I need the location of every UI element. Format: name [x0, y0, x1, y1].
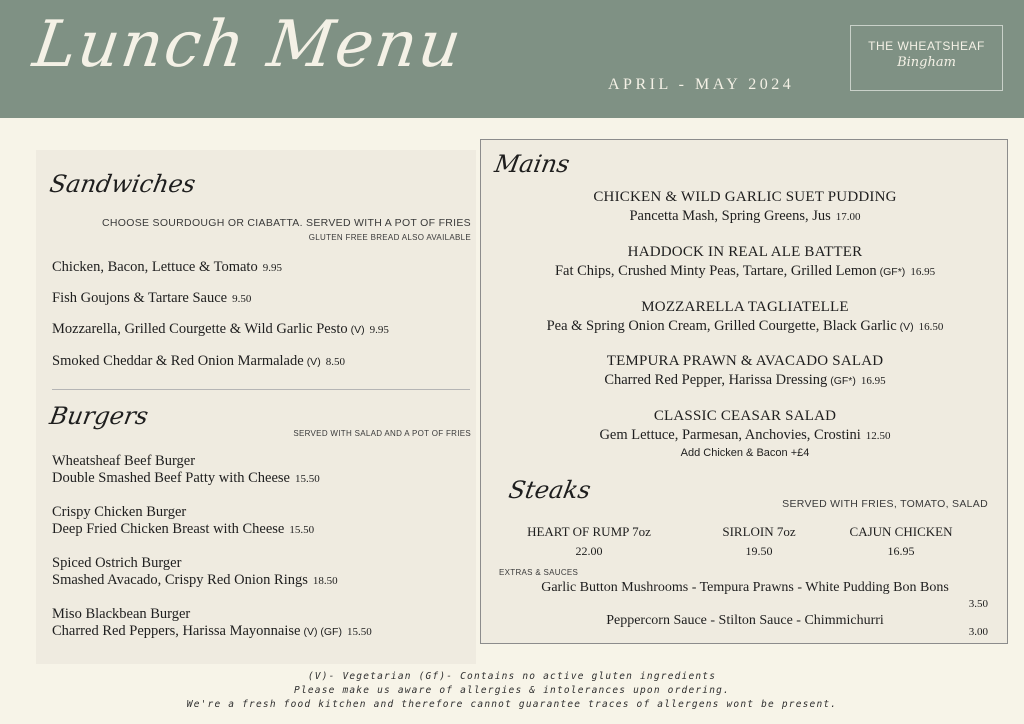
right-panel [480, 139, 1008, 644]
burger-item [52, 504, 314, 539]
item-name: MOZZARELLA TAGLIATELLE [641, 299, 849, 315]
item-price: 22.00 [575, 544, 603, 558]
item-desc: Smashed Avacado, Crispy Red Onion Rings [52, 572, 308, 588]
item-name: SIRLOIN 7oz [722, 524, 796, 539]
item-name: Chicken, Bacon, Lettuce & Tomato [52, 259, 258, 275]
item-price: 9.95 [369, 324, 389, 336]
item-name: HADDOCK IN REAL ALE BATTER [627, 244, 863, 260]
item-tag: (V) [350, 324, 365, 336]
footer-legend: (V)- Vegetarian (Gf)- Contains no active gluten ingredients [307, 671, 717, 682]
footer-disclaimer: We're a fresh food kitchen and therefore cannot guarantee traces of allergens wont be present. [186, 699, 838, 710]
extras-price: 3.50 [968, 598, 988, 610]
menu-date: APRIL - MAY 2024 [608, 76, 795, 93]
main-item [481, 408, 1009, 459]
item-name: Miso Blackbean Burger [52, 606, 191, 622]
sandwiches-note-gluten: GLUTEN FREE BREAD ALSO AVAILABLE [308, 233, 471, 242]
main-item [481, 299, 1009, 335]
item-desc: Pancetta Mash, Spring Greens, Jus [629, 208, 831, 224]
mains-heading: Mains [492, 150, 572, 178]
header-banner [0, 0, 1024, 118]
burgers-note: SERVED WITH SALAD AND A POT OF FRIES [293, 429, 471, 438]
main-item [481, 353, 1009, 389]
sandwich-item [52, 321, 389, 338]
item-name: TEMPURA PRAWN & AVACADO SALAD [606, 353, 884, 369]
item-price: 15.50 [289, 524, 315, 536]
steak-item [509, 524, 669, 559]
sandwich-item [52, 353, 345, 370]
steaks-heading: Steaks [506, 476, 593, 504]
footer-allergy: Please make us aware of allergies & intolerances upon ordering. [294, 685, 730, 696]
item-price: 18.50 [312, 575, 338, 587]
item-price: 16.50 [918, 321, 944, 333]
item-name: Mozzarella, Grilled Courgette & Wild Garlic Pesto [52, 321, 348, 337]
item-price: 9.50 [232, 293, 252, 305]
brand-name: THE WHEATSHEAF [868, 39, 985, 53]
item-tag: (GF*) [830, 375, 856, 387]
item-name: CAJUN CHICKEN [849, 524, 953, 539]
brand-logo [850, 25, 1003, 91]
item-desc: Pea & Spring Onion Cream, Grilled Courgette, Black Garlic [546, 318, 897, 334]
item-name: Fish Goujons & Tartare Sauce [52, 290, 228, 306]
sandwich-item [52, 290, 251, 307]
item-desc: Gem Lettuce, Parmesan, Anchovies, Crostini [599, 427, 861, 443]
sandwiches-note: CHOOSE SOURDOUGH OR CIABATTA. SERVED WITH A POT OF FRIES [102, 217, 471, 229]
item-tag: (V) [899, 321, 914, 333]
item-tag: (GF*) [879, 266, 906, 278]
item-price: 16.95 [860, 375, 886, 387]
item-price: 15.50 [346, 626, 372, 638]
item-desc: Charred Red Pepper, Harissa Dressing [604, 372, 828, 388]
left-panel [36, 150, 476, 664]
item-price: 12.50 [865, 430, 891, 442]
item-extra: Add Chicken & Bacon +£4 [680, 447, 810, 459]
item-price: 9.95 [262, 262, 282, 274]
item-price: 15.50 [295, 473, 320, 485]
burger-item [52, 555, 338, 590]
item-desc: Deep Fried Chicken Breast with Cheese [52, 521, 285, 537]
section-divider [52, 389, 470, 390]
item-name: Spiced Ostrich Burger [52, 555, 182, 571]
menu-title: Lunch Menu [28, 8, 468, 82]
steak-item [694, 524, 824, 559]
burger-item [52, 453, 320, 488]
item-tag: (V) (GF) [303, 626, 342, 638]
item-price: 8.50 [325, 356, 345, 368]
item-name: Crispy Chicken Burger [52, 504, 187, 520]
item-tag: (V) [306, 356, 321, 368]
item-name: Wheatsheaf Beef Burger [52, 453, 196, 469]
item-price: 16.95 [887, 544, 915, 558]
item-desc: Charred Red Peppers, Harissa Mayonnaise [52, 623, 301, 639]
steak-item [831, 524, 971, 559]
extras-line: Garlic Button Mushrooms - Tempura Prawns - White Pudding Bon Bons [541, 580, 949, 595]
steaks-note: SERVED WITH FRIES, TOMATO, SALAD [782, 498, 988, 510]
brand-location: Bingham [897, 55, 956, 70]
sauces-line: Peppercorn Sauce - Stilton Sauce - Chimmichurri [606, 613, 884, 628]
footer-notes [0, 670, 1024, 712]
burgers-heading: Burgers [47, 402, 151, 430]
item-price: 16.95 [910, 266, 936, 278]
item-name: CHICKEN & WILD GARLIC SUET PUDDING [593, 189, 897, 205]
main-item [481, 189, 1009, 225]
extras-label: EXTRAS & SAUCES [499, 568, 579, 577]
main-item [481, 244, 1009, 280]
item-price: 17.00 [835, 211, 861, 223]
burger-item [52, 606, 372, 641]
sauces-price: 3.00 [968, 626, 988, 638]
item-desc: Double Smashed Beef Patty with Cheese [52, 470, 290, 486]
sandwich-item [52, 259, 282, 276]
item-desc: Fat Chips, Crushed Minty Peas, Tartare, Grilled Lemon [554, 263, 877, 279]
sandwiches-heading: Sandwiches [47, 170, 198, 198]
item-price: 19.50 [745, 544, 773, 558]
item-name: Smoked Cheddar & Red Onion Marmalade [52, 353, 304, 369]
item-name: HEART OF RUMP 7oz [527, 524, 651, 539]
item-name: CLASSIC CEASAR SALAD [653, 408, 837, 424]
